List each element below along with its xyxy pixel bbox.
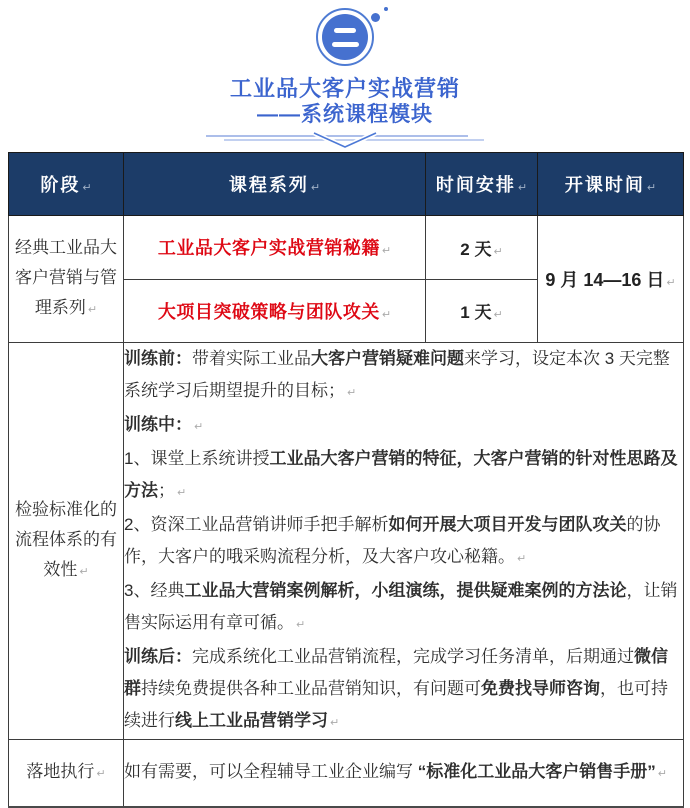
paragraph: 开课时间 ↵ [564, 175, 657, 195]
course-name-cell-2 [124, 279, 426, 343]
badge-bar-bottom [332, 42, 359, 47]
paragraph: 1、课堂上系统讲授工业品大客户营销的特征，大客户营销的针对性思路及方法； ↵ [124, 449, 678, 500]
paragraph: 工业品大客户实战营销秘籍 ↵ [157, 238, 392, 259]
paragraph: 1 天 ↵ [460, 303, 503, 323]
course-days-cell-1 [426, 216, 538, 280]
paragraph: 2 天 ↵ [460, 239, 503, 259]
paragraph: 训练后：完成系统化工业品营销流程，完成学习任务清单，后期通过微信群持续免费提供各种工业品营销知识，有问题可免费找导师咨询，也可持续进行线上工业品营销学习 ↵ [124, 647, 668, 730]
table-row-training-details [9, 343, 684, 740]
table-row-course-1 [9, 216, 684, 280]
table-header-row [9, 153, 684, 216]
stage-cell-classic-series [9, 216, 124, 343]
course-days-cell-2 [426, 279, 538, 343]
paragraph: 时间安排 ↵ [435, 175, 528, 195]
paragraph: 课程系列 ↵ [228, 175, 321, 195]
two-bars-circle-icon [316, 8, 374, 66]
header-cell-course-series [124, 153, 426, 216]
execution-details-cell [124, 740, 684, 808]
start-date-cell [538, 216, 684, 343]
paragraph: 3、经典工业品大营销案例解析，小组演练，提供疑难案例的方法论，让销售实际运用有章可循。 ↵ [124, 581, 678, 632]
page-header [0, 0, 690, 150]
paragraph: 落地执行 ↵ [26, 762, 106, 781]
badge-outer-ring [316, 8, 374, 66]
paragraph: 训练前：带着实际工业品大客户营销疑难问题来学习，设定本次 3 天完整系统学习后期望提升的目标； ↵ [124, 349, 670, 400]
paragraph: 阶段 ↵ [40, 175, 92, 195]
course-schedule-table [8, 152, 684, 808]
badge-inner-disc [322, 14, 368, 60]
paragraph: 检验标准化的流程体系的有效性 ↵ [15, 500, 117, 579]
page-title: 工业品大客户实战营销 [229, 76, 460, 101]
paragraph: 经典工业品大客户营销与管理系列 ↵ [15, 238, 117, 317]
header-cell-start-time [538, 153, 684, 216]
stage-cell-execution [9, 740, 124, 808]
stage-cell-verification [9, 343, 124, 740]
title-underline-decoration [200, 130, 490, 150]
training-details-cell [124, 343, 684, 740]
badge-dot-small [384, 7, 388, 11]
table-row-execution [9, 740, 684, 808]
header-cell-schedule [426, 153, 538, 216]
paragraph: 大项目突破策略与团队攻关 ↵ [157, 301, 392, 322]
paragraph: 2、资深工业品营销讲师手把手解析如何开展大项目开发与团队攻关的协作，大客户的哦采购流程分析，及大客户攻心秘籍。 ↵ [124, 515, 661, 566]
header-cell-stage [9, 153, 124, 216]
paragraph: 如有需要，可以全程辅导工业企业编写 “标准化工业品大客户销售手册” ↵ [124, 762, 667, 781]
paragraph: 训练中： ↵ [124, 415, 204, 434]
badge-dot-large [371, 13, 380, 22]
badge-bar-top [334, 28, 356, 33]
course-name-cell-1 [124, 216, 426, 280]
page-subtitle: ——系统课程模块 [257, 103, 433, 126]
paragraph: 9 月 14—16 日 ↵ [545, 270, 676, 290]
